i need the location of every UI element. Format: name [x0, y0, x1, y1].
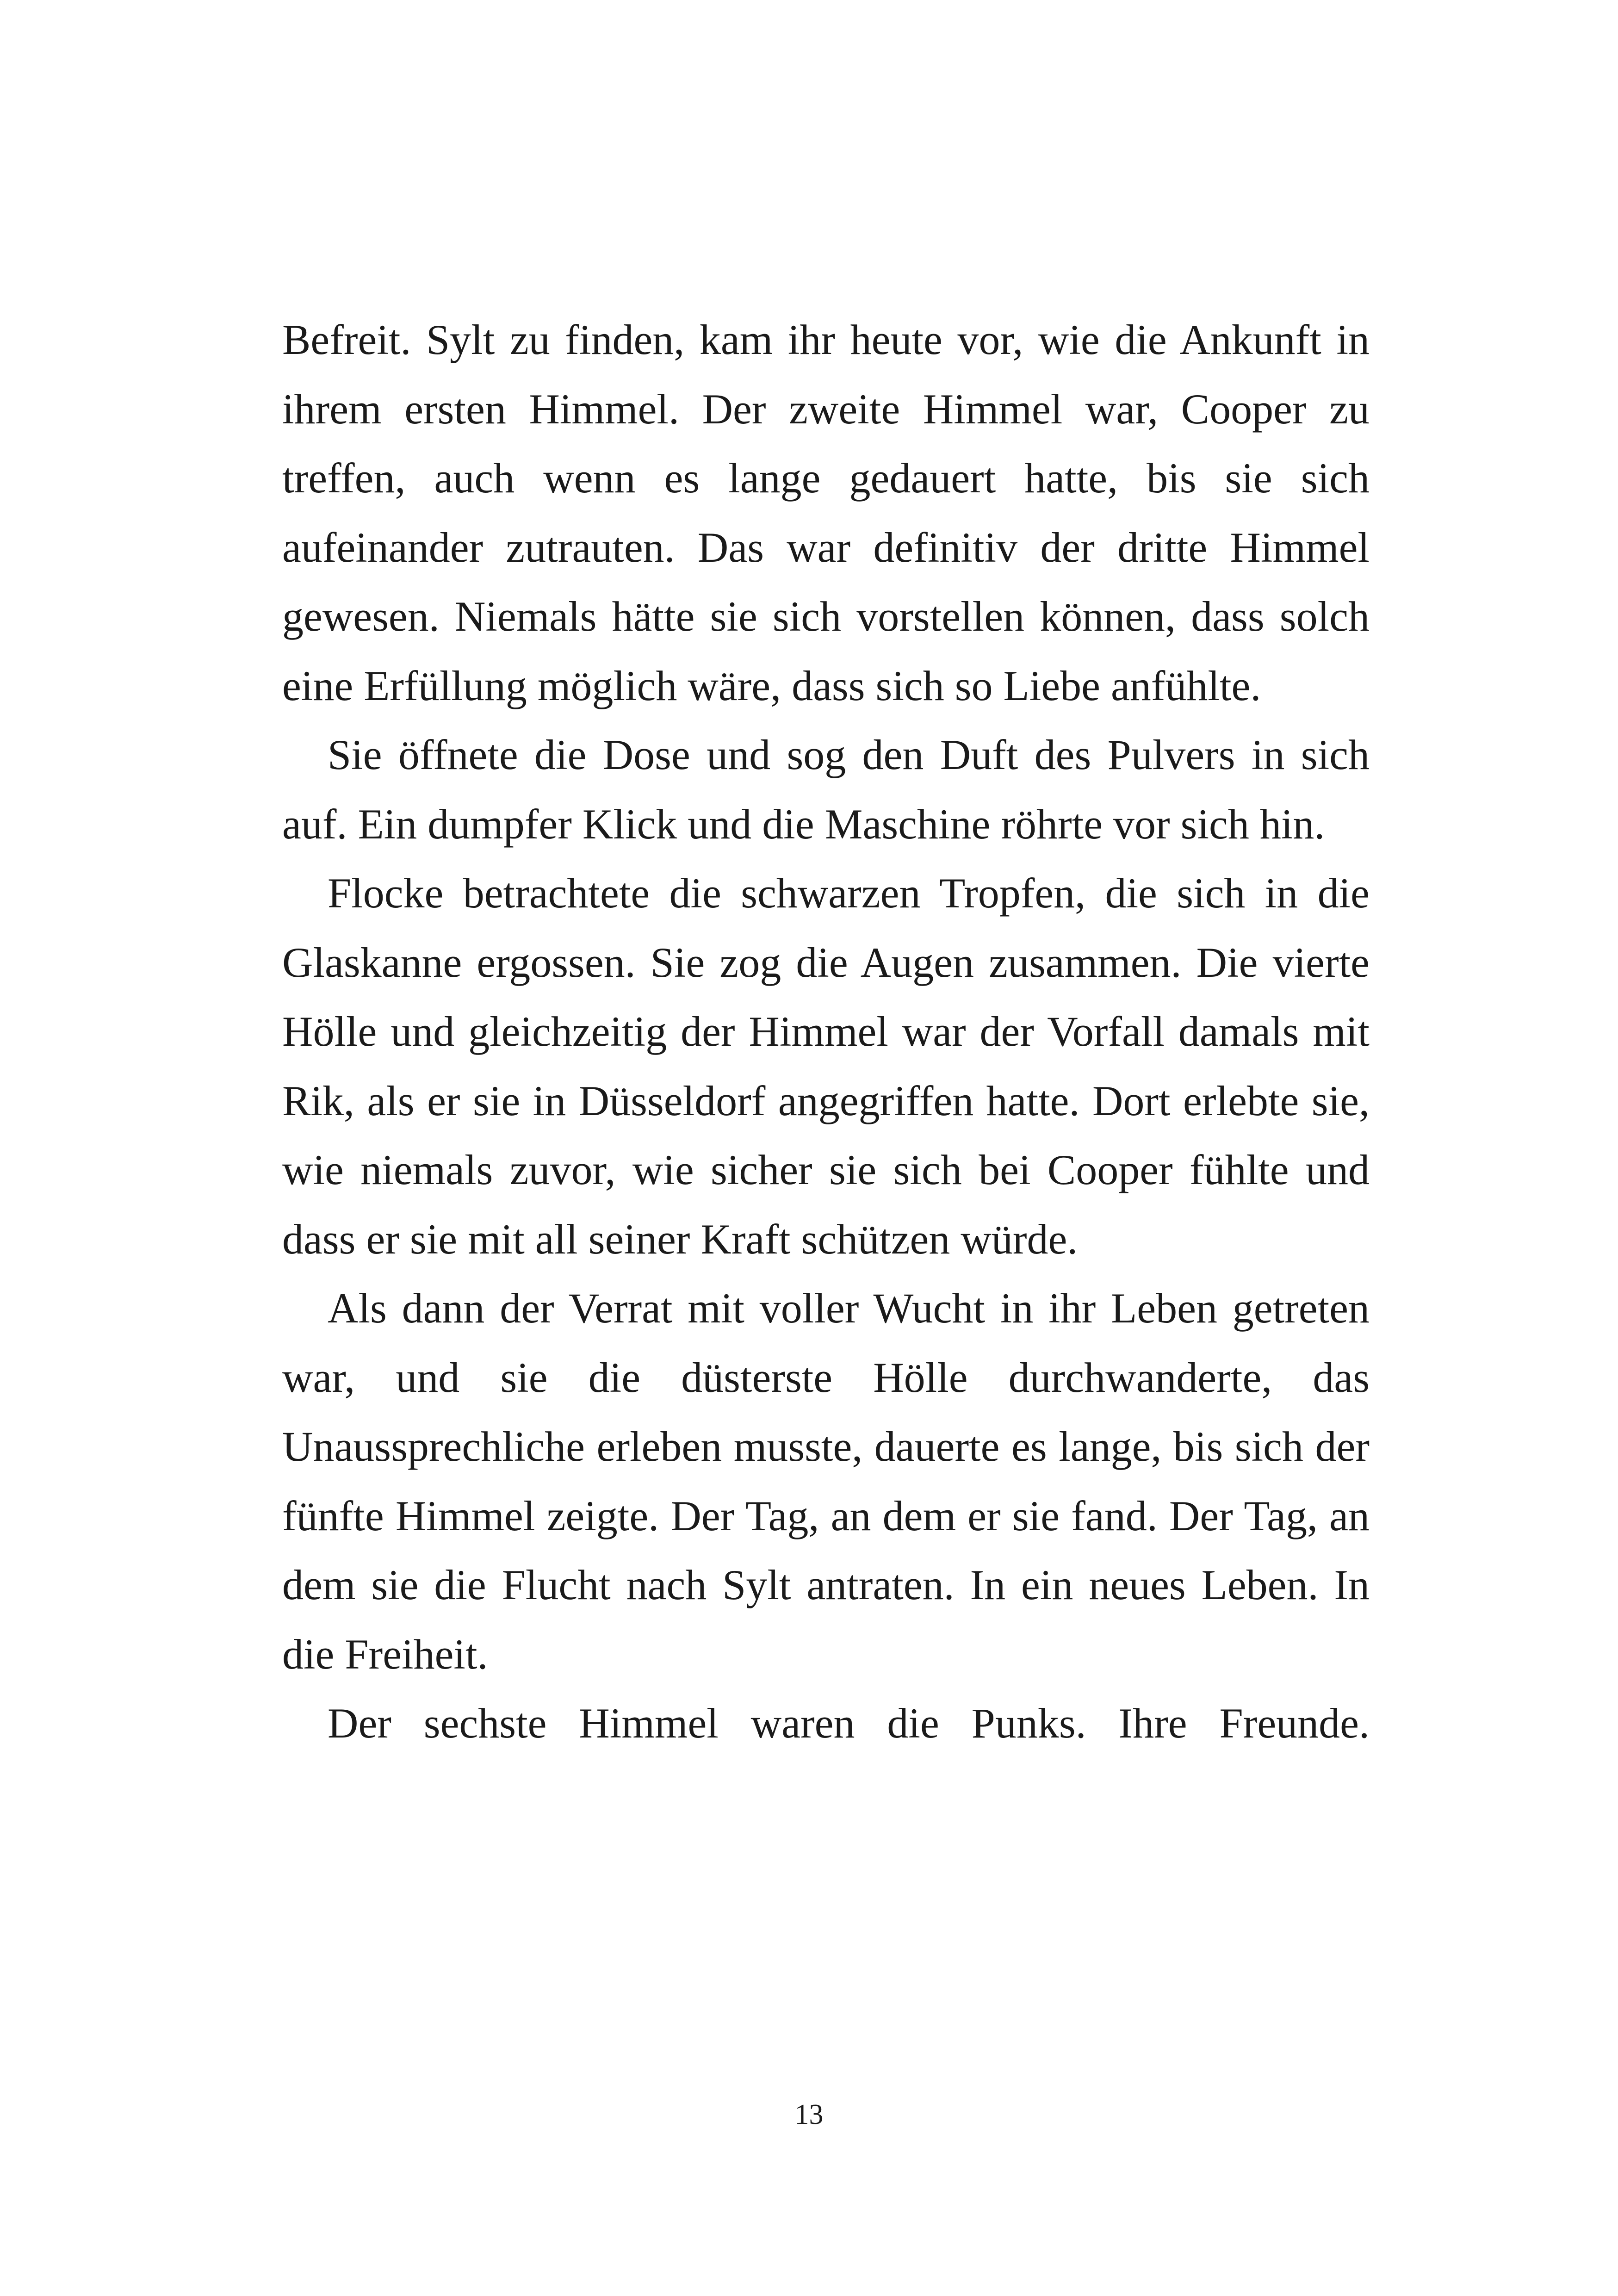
paragraph-2: Sie öffnete die Dose und sog den Duft des Pulvers in sich auf. Ein dumpfer Klick und die Maschine röhrte vor sich hin. [282, 731, 1370, 848]
paragraph-5: Der sechste Himmel waren die Punks. Ihre Freunde. [328, 1700, 1370, 1747]
body-text [282, 305, 1370, 1758]
page-number: 13 [794, 2099, 824, 2130]
paragraph-4: Als dann der Verrat mit voller Wucht in ihr Leben getreten war, und sie die düsterste Hölle durchwanderte, das Unaussprechliche erleben musste, dauerte es lange, bis sich der fünfte Himmel zeigte. Der Tag, an dem er sie fand. Der Tag, an dem sie die Flucht nach Sylt antraten. In ein neues Leben. In die Freiheit. [282, 1285, 1370, 1678]
paragraph-3: Flocke betrachtete die schwarzen Tropfen, die sich in die Glaskanne ergossen. Sie zog die Augen zusammen. Die vierte Hölle und gleichzeitig der Himmel war der Vorfall damals mit Rik, als er sie in Düsseldorf angegriffen hatte. Dort erlebte sie, wie niemals zuvor, wie sicher sie sich bei Cooper fühlte und dass er sie mit all seiner Kraft schützen würde. [282, 869, 1370, 1263]
paragraph-1: Befreit. Sylt zu finden, kam ihr heute vor, wie die Ankunft in ihrem ersten Himmel. Der zweite Himmel war, Cooper zu treffen, auch wenn es lange gedauert hatte, bis sie sich aufeinander zutrauten. Das war definitiv der dritte Himmel gewesen. Niemals hätte sie sich vorstellen können, dass solch eine Erfüllung möglich wäre, dass sich so Liebe anfühlte. [282, 316, 1370, 709]
